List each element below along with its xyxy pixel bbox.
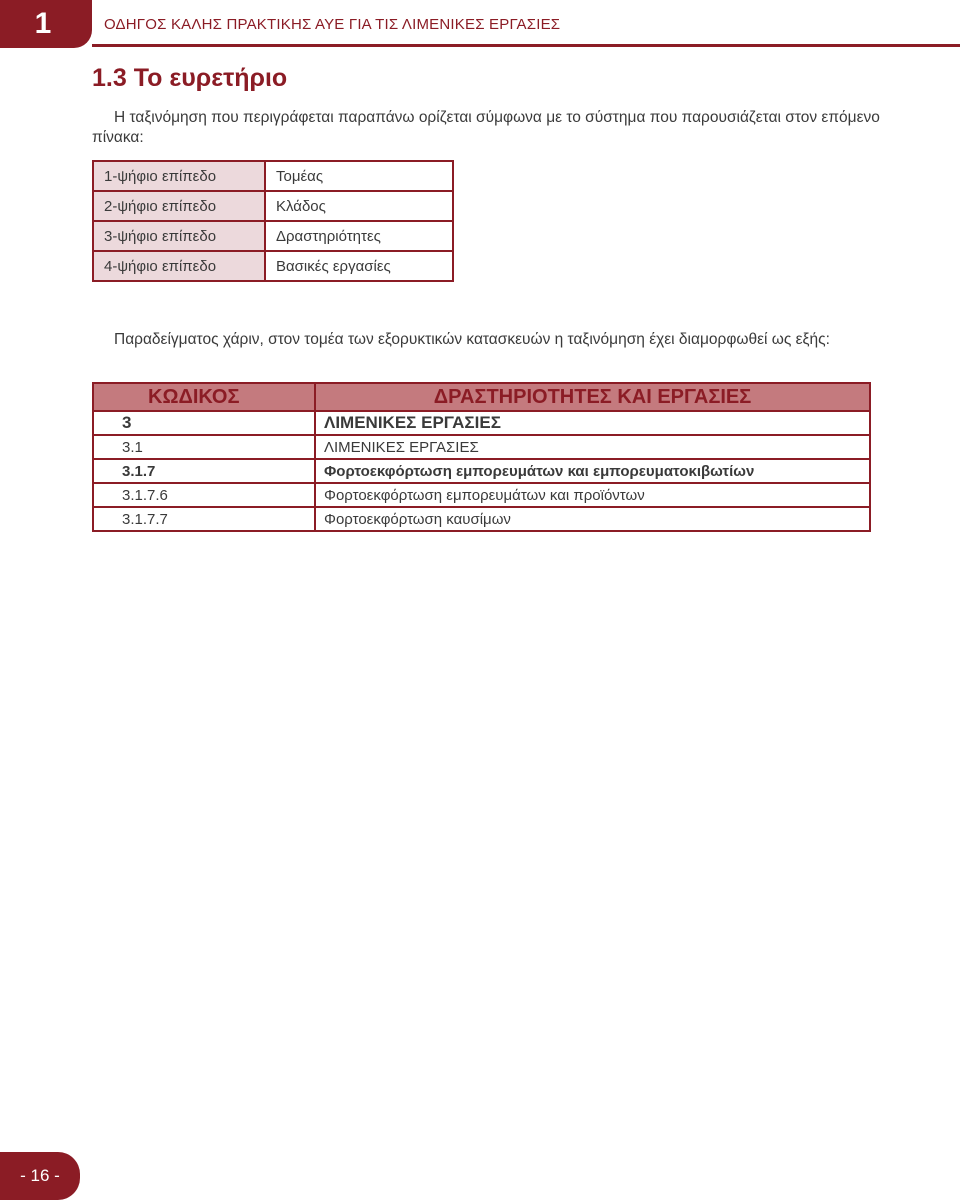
level-name-cell: Βασικές εργασίες	[265, 251, 453, 281]
activity-column-header: ΔΡΑΣΤΗΡΙΟΤΗΤΕΣ ΚΑΙ ΕΡΓΑΣΙΕΣ	[315, 383, 870, 411]
codes-row	[93, 459, 870, 483]
level-name-cell: Δραστηριότητες	[265, 221, 453, 251]
example-paragraph: Παραδείγματος χάριν, στον τομέα των εξορυκτικών κατασκευών η ταξινόμηση έχει διαμορφωθεί ως εξής:	[114, 331, 830, 348]
codes-header-row	[93, 383, 870, 411]
codes-table	[92, 382, 871, 532]
code-cell: 3.1.7.7	[93, 507, 315, 531]
code-cell: 3	[93, 411, 315, 435]
code-column-header: ΚΩΔΙΚΟΣ	[93, 383, 315, 411]
running-title: ΟΔΗΓΟΣ ΚΑΛΗΣ ΠΡΑΚΤΙΚΗΣ ΑΥΕ ΓΙΑ ΤΙΣ ΛΙΜΕΝΙΚΕΣ ΕΡΓΑΣΙΕΣ	[104, 16, 561, 33]
activity-cell: Φορτοεκφόρτωση εμπορευμάτων και προϊόντων	[315, 483, 870, 507]
level-name-cell: Κλάδος	[265, 191, 453, 221]
code-cell: 3.1	[93, 435, 315, 459]
activity-cell: ΛΙΜΕΝΙΚΕΣ ΕΡΓΑΣΙΕΣ	[315, 411, 870, 435]
code-cell: 3.1.7	[93, 459, 315, 483]
level-cell: 4-ψήφιο επίπεδο	[93, 251, 265, 281]
codes-row	[93, 507, 870, 531]
code-cell: 3.1.7.6	[93, 483, 315, 507]
page-number-tab	[0, 1152, 80, 1200]
levels-table	[92, 160, 454, 282]
page-number: - 16 -	[20, 1166, 60, 1185]
codes-row	[93, 483, 870, 507]
levels-row	[93, 191, 453, 221]
header-rule	[92, 44, 960, 47]
level-cell: 2-ψήφιο επίπεδο	[93, 191, 265, 221]
level-cell: 3-ψήφιο επίπεδο	[93, 221, 265, 251]
activity-cell: Φορτοεκφόρτωση εμπορευμάτων και εμπορευματοκιβωτίων	[315, 459, 870, 483]
chapter-number-tab	[0, 0, 92, 48]
activity-cell: ΛΙΜΕΝΙΚΕΣ ΕΡΓΑΣΙΕΣ	[315, 435, 870, 459]
level-name-cell: Τομέας	[265, 161, 453, 191]
section-title: 1.3 Το ευρετήριο	[92, 64, 288, 92]
levels-row	[93, 161, 453, 191]
activity-cell: Φορτοεκφόρτωση καυσίμων	[315, 507, 870, 531]
codes-row	[93, 411, 870, 435]
levels-row	[93, 221, 453, 251]
intro-paragraph: Η ταξινόμηση που περιγράφεται παραπάνω ορίζεται σύμφωνα με το σύστημα που παρουσιάζεται στον επόμενο πίνακα:	[92, 109, 880, 146]
level-cell: 1-ψήφιο επίπεδο	[93, 161, 265, 191]
codes-row	[93, 435, 870, 459]
chapter-number: 1	[34, 7, 52, 40]
levels-row	[93, 251, 453, 281]
